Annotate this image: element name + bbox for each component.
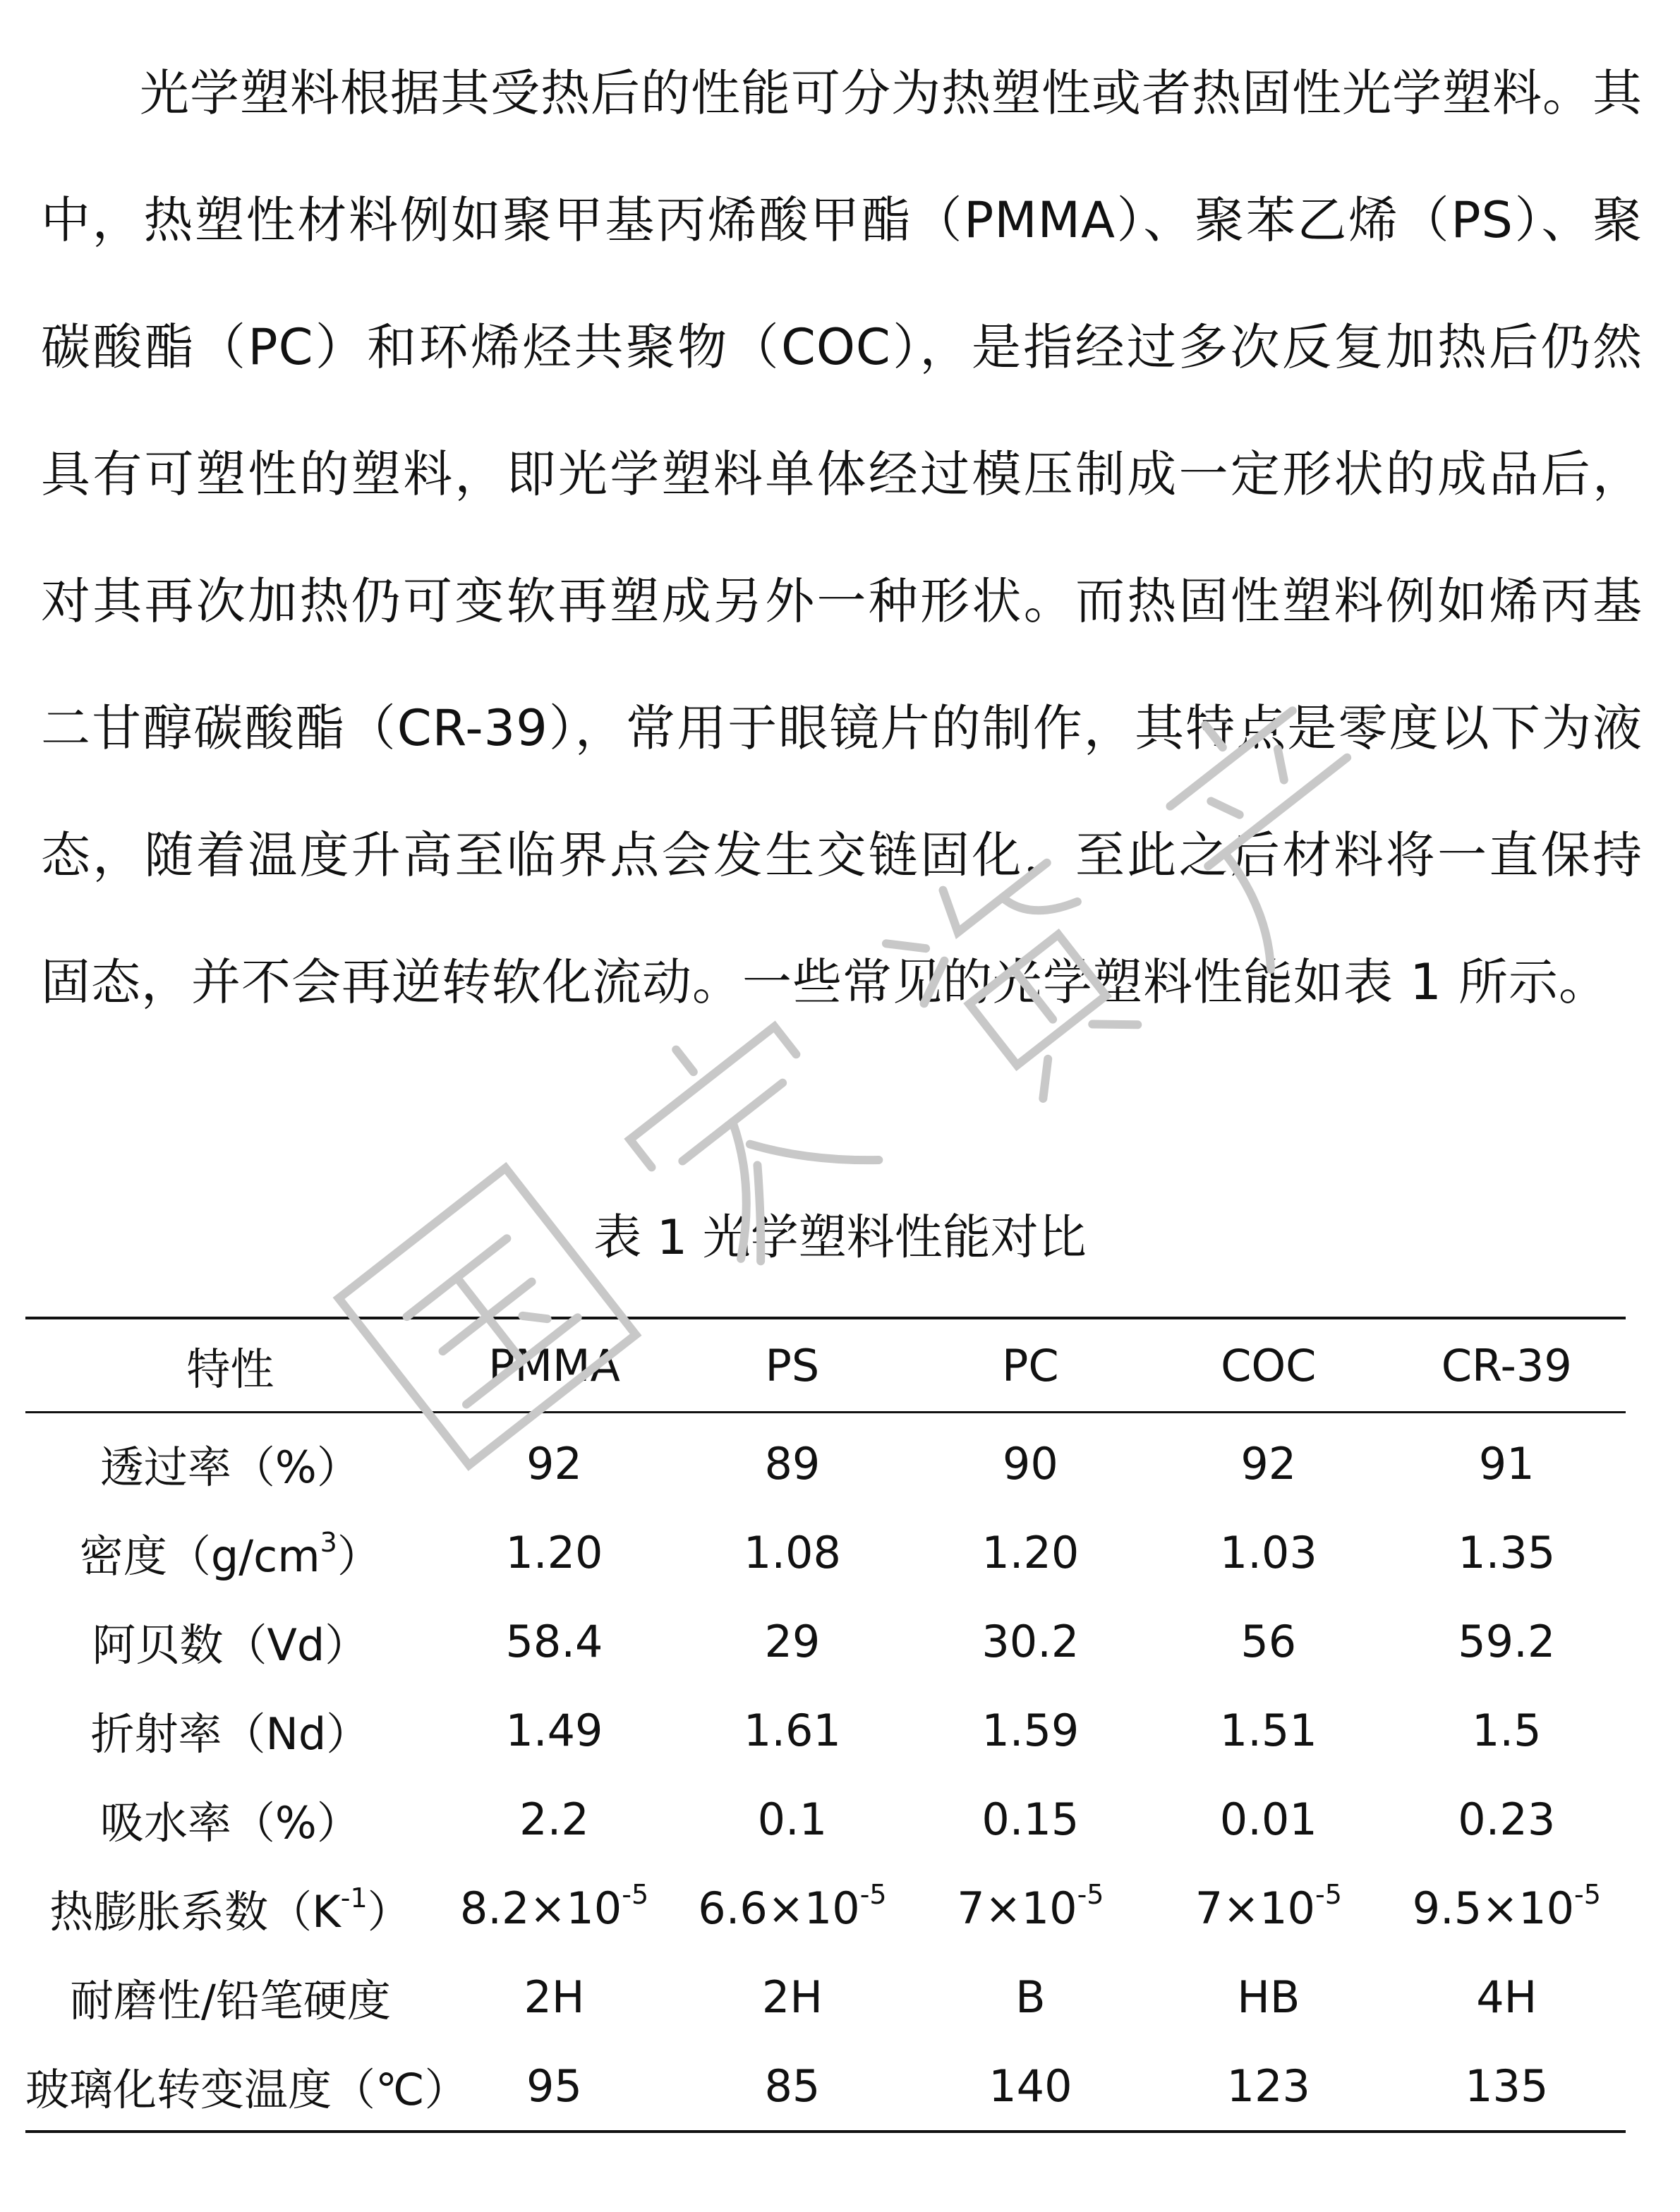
table-row bbox=[25, 1413, 1626, 1509]
cell-ps bbox=[673, 1413, 911, 1509]
table-row bbox=[25, 1863, 1626, 1952]
table-row bbox=[25, 2041, 1626, 2132]
cell-pc bbox=[912, 1597, 1149, 1686]
row-property-label bbox=[25, 1775, 435, 1863]
cell-value: 1.59 bbox=[981, 1704, 1080, 1756]
header-property: 特性 bbox=[186, 1343, 274, 1395]
cell-value: 95 bbox=[526, 2060, 582, 2112]
cell-value: 0.23 bbox=[1458, 1793, 1556, 1845]
cell-value: 1.08 bbox=[743, 1526, 841, 1578]
cell-value: 59.2 bbox=[1458, 1615, 1556, 1667]
cell-value: 1.20 bbox=[981, 1526, 1080, 1578]
cell-value: 0.01 bbox=[1219, 1793, 1317, 1845]
property-label-text: 玻璃化转变温度（℃） bbox=[25, 2063, 469, 2115]
cell-value: 8.2×10 bbox=[459, 1882, 622, 1934]
row-property-label bbox=[25, 2041, 469, 2132]
cell-coc bbox=[1149, 1775, 1387, 1863]
cell-value: B bbox=[1015, 1971, 1046, 2023]
cell-coc bbox=[1149, 2041, 1387, 2132]
row-property-label bbox=[25, 1863, 435, 1952]
cell-pmma bbox=[435, 2041, 673, 2132]
cell-value: 1.49 bbox=[505, 1704, 603, 1756]
row-property-label bbox=[25, 1508, 435, 1597]
cell-coc bbox=[1149, 1686, 1387, 1775]
cell-value: 85 bbox=[764, 2060, 821, 2112]
cell-value: 29 bbox=[764, 1615, 821, 1667]
cell-value: 9.5×10 bbox=[1412, 1882, 1575, 1934]
property-unit-superscript: -1 bbox=[340, 1882, 368, 1914]
cell-value: 6.6×10 bbox=[698, 1882, 860, 1934]
cell-exponent: -5 bbox=[859, 1878, 887, 1910]
cell-ps bbox=[673, 1508, 911, 1597]
table-row bbox=[25, 1597, 1626, 1686]
cell-value: HB bbox=[1237, 1971, 1300, 2023]
properties-table bbox=[25, 1317, 1626, 2133]
table-row bbox=[25, 1686, 1626, 1775]
cell-ps bbox=[673, 1952, 911, 2041]
body-paragraph: 光学塑料根据其受热后的性能可分为热塑性或者热固性光学塑料。其中，热塑性材料例如聚甲基丙烯酸甲酯（PMMA）、聚苯乙烯（PS）、聚碳酸酯（PC）和环烯烃共聚物（COC），是指经过多次反复加热后仍然具有可塑性的塑料，即光学塑料单体经过模压制成一定形状的成品后，对其再次加热仍可变软再塑成另外一种形状。而热固性塑料例如烯丙基二甘醇碳酸酯（CR-39），常用于眼镜片的制作，其特点是零度以下为液态，随着温度升高至临界点会发生交链固化，至此之后材料将一直保持固态，并不会再逆转软化流动。一些常见的光学塑料性能如表 1 所示。 bbox=[41, 64, 1643, 1011]
cell-cr39 bbox=[1388, 1952, 1626, 2041]
cell-coc bbox=[1149, 1413, 1387, 1509]
header-cr39: CR-39 bbox=[1441, 1339, 1572, 1391]
row-property-label bbox=[25, 1686, 435, 1775]
cell-exponent: -5 bbox=[1574, 1878, 1601, 1910]
cell-pc bbox=[912, 1686, 1149, 1775]
cell-cr39 bbox=[1388, 1775, 1626, 1863]
cell-value: 92 bbox=[1240, 1437, 1297, 1489]
cell-value: 58.4 bbox=[505, 1615, 603, 1667]
property-label-text: 折射率（Nd） bbox=[90, 1708, 370, 1760]
property-label-text: 密度（g/cm bbox=[79, 1530, 320, 1582]
cell-value: 0.1 bbox=[757, 1793, 828, 1845]
cell-value: 1.51 bbox=[1219, 1704, 1317, 1756]
property-label-text: 吸水率（%） bbox=[99, 1796, 361, 1849]
cell-pmma bbox=[435, 1508, 673, 1597]
cell-coc bbox=[1149, 1863, 1387, 1952]
cell-value: 1.20 bbox=[505, 1526, 603, 1578]
table-row bbox=[25, 1775, 1626, 1863]
header-ps: PS bbox=[765, 1339, 820, 1391]
cell-pc bbox=[912, 1775, 1149, 1863]
header-pc: PC bbox=[1002, 1339, 1059, 1391]
cell-coc bbox=[1149, 1597, 1387, 1686]
property-unit-superscript: 3 bbox=[320, 1526, 337, 1558]
table-body bbox=[25, 1413, 1626, 2132]
cell-cr39 bbox=[1388, 1508, 1626, 1597]
cell-coc bbox=[1149, 1952, 1387, 2041]
cell-exponent: -5 bbox=[1315, 1878, 1342, 1910]
cell-coc bbox=[1149, 1508, 1387, 1597]
cell-pmma bbox=[435, 1597, 673, 1686]
cell-ps bbox=[673, 1686, 911, 1775]
cell-cr39 bbox=[1388, 1597, 1626, 1686]
cell-value: 1.35 bbox=[1458, 1526, 1556, 1578]
cell-value: 0.15 bbox=[981, 1793, 1080, 1845]
cell-value: 1.03 bbox=[1219, 1526, 1317, 1578]
table-caption: 表 1 光学塑料性能对比 bbox=[593, 1210, 1087, 1266]
cell-value: 89 bbox=[764, 1437, 821, 1489]
cell-ps bbox=[673, 2041, 911, 2132]
cell-value: 123 bbox=[1226, 2060, 1310, 2112]
cell-ps bbox=[673, 1775, 911, 1863]
cell-pmma bbox=[435, 1952, 673, 2041]
table-header-row bbox=[25, 1318, 1626, 1413]
cell-pmma bbox=[435, 1775, 673, 1863]
cell-cr39 bbox=[1388, 1413, 1626, 1509]
cell-pmma bbox=[435, 1686, 673, 1775]
cell-ps bbox=[673, 1863, 911, 1952]
cell-cr39 bbox=[1388, 1863, 1626, 1952]
cell-pc bbox=[912, 1952, 1149, 2041]
cell-value: 2H bbox=[761, 1971, 823, 2023]
cell-value: 92 bbox=[526, 1437, 582, 1489]
cell-exponent: -5 bbox=[622, 1878, 649, 1910]
property-label-text: 透过率（%） bbox=[99, 1441, 361, 1493]
cell-value: 90 bbox=[1002, 1437, 1058, 1489]
cell-cr39 bbox=[1388, 1686, 1626, 1775]
property-label-text: 热膨胀系数（K bbox=[49, 1885, 341, 1938]
cell-pc bbox=[912, 1508, 1149, 1597]
property-label-close: ） bbox=[337, 1530, 381, 1582]
cell-value: 56 bbox=[1240, 1615, 1297, 1667]
table-row bbox=[25, 1952, 1626, 2041]
cell-value: 140 bbox=[989, 2060, 1072, 2112]
cell-value: 2.2 bbox=[519, 1793, 589, 1845]
property-label-close: ） bbox=[367, 1885, 411, 1938]
cell-value: 1.5 bbox=[1471, 1704, 1542, 1756]
property-label-text: 耐磨性/铅笔硬度 bbox=[69, 1974, 391, 2026]
row-property-label bbox=[25, 1413, 435, 1509]
header-pmma: PMMA bbox=[488, 1339, 620, 1391]
cell-pc bbox=[912, 1413, 1149, 1509]
cell-pmma bbox=[435, 1413, 673, 1509]
table-row bbox=[25, 1508, 1626, 1597]
cell-value: 135 bbox=[1465, 2060, 1549, 2112]
cell-value: 7×10 bbox=[957, 1882, 1077, 1934]
cell-value: 7×10 bbox=[1195, 1882, 1315, 1934]
cell-value: 30.2 bbox=[981, 1615, 1080, 1667]
cell-pc bbox=[912, 1863, 1149, 1952]
cell-exponent: -5 bbox=[1077, 1878, 1104, 1910]
cell-pmma bbox=[435, 1863, 673, 1952]
cell-value: 4H bbox=[1476, 1971, 1537, 2023]
cell-value: 2H bbox=[524, 1971, 585, 2023]
cell-ps bbox=[673, 1597, 911, 1686]
cell-cr39 bbox=[1388, 2041, 1626, 2132]
header-coc: COC bbox=[1221, 1339, 1317, 1391]
cell-value: 91 bbox=[1478, 1437, 1535, 1489]
row-property-label bbox=[25, 1952, 435, 2041]
cell-value: 1.61 bbox=[743, 1704, 841, 1756]
row-property-label bbox=[25, 1597, 435, 1686]
property-label-text: 阿贝数（Vd） bbox=[92, 1619, 369, 1671]
cell-pc bbox=[912, 2041, 1149, 2132]
